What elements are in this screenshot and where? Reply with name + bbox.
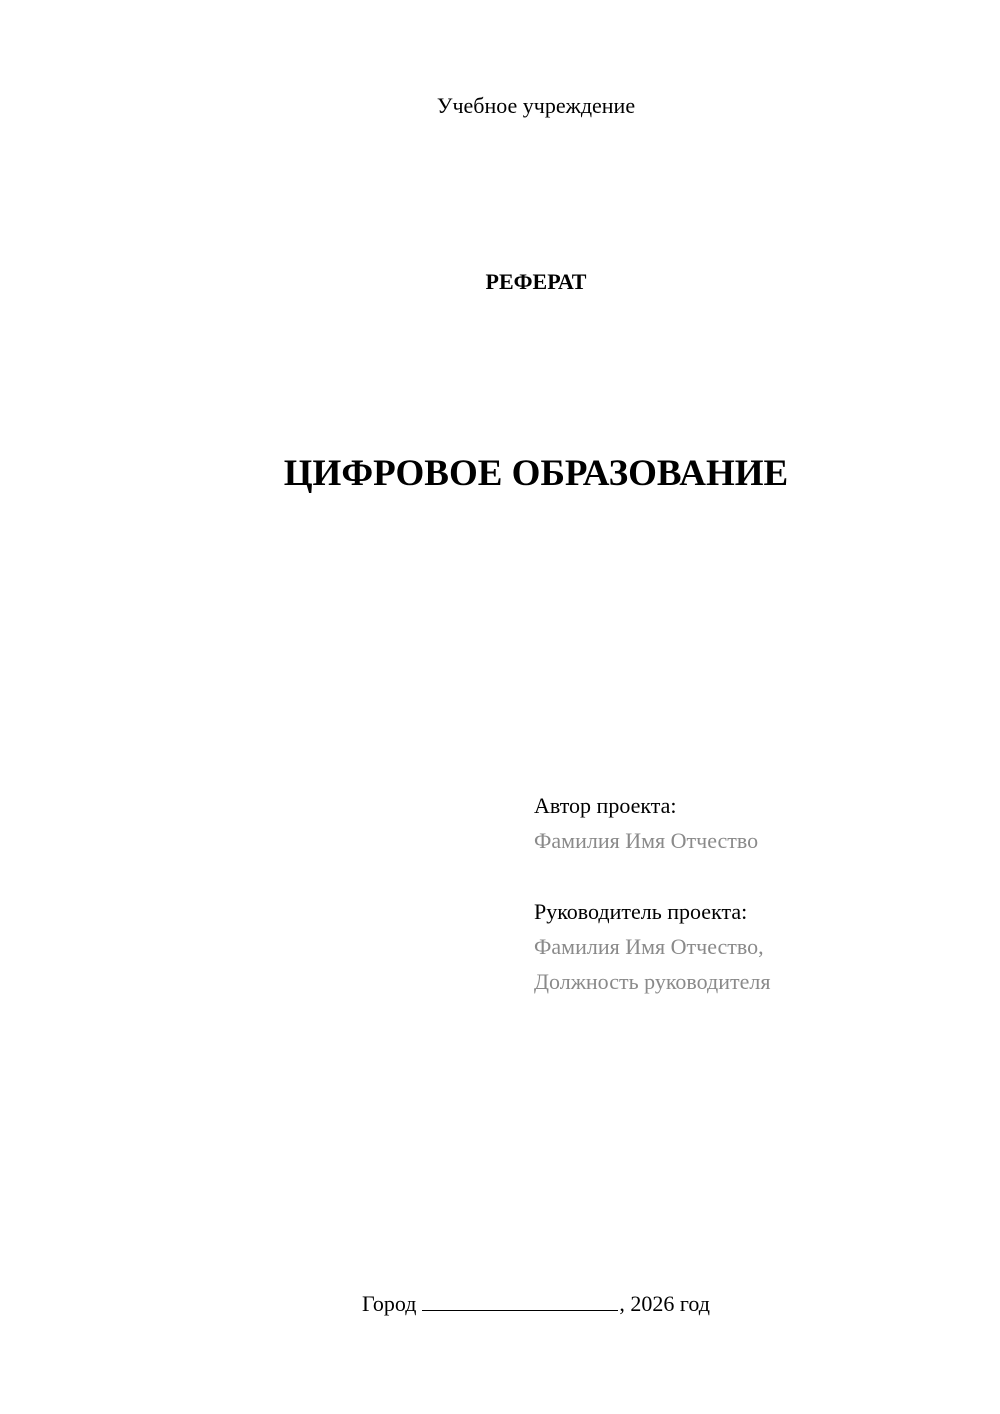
supervisor-position: Должность руководителя	[534, 969, 771, 994]
institution-name: Учебное учреждение	[436, 93, 636, 118]
year-text: , 2026 год	[619, 1291, 710, 1316]
supervisor-label: Руководитель проекта:	[534, 899, 748, 924]
document-title: ЦИФРОВОЕ ОБРАЗОВАНИЕ	[283, 453, 789, 494]
city-label: Город	[362, 1291, 417, 1316]
credits-spacer	[534, 858, 770, 894]
city-blank-line	[422, 1290, 618, 1311]
document-type: РЕФЕРАТ	[485, 269, 587, 294]
footer-city-year	[0, 1290, 1000, 1318]
author-label: Автор проекта:	[534, 793, 677, 818]
supervisor-name: Фамилия Имя Отчество,	[534, 934, 764, 959]
author-name: Фамилия Имя Отчество	[534, 828, 759, 853]
credits-block	[534, 788, 770, 999]
